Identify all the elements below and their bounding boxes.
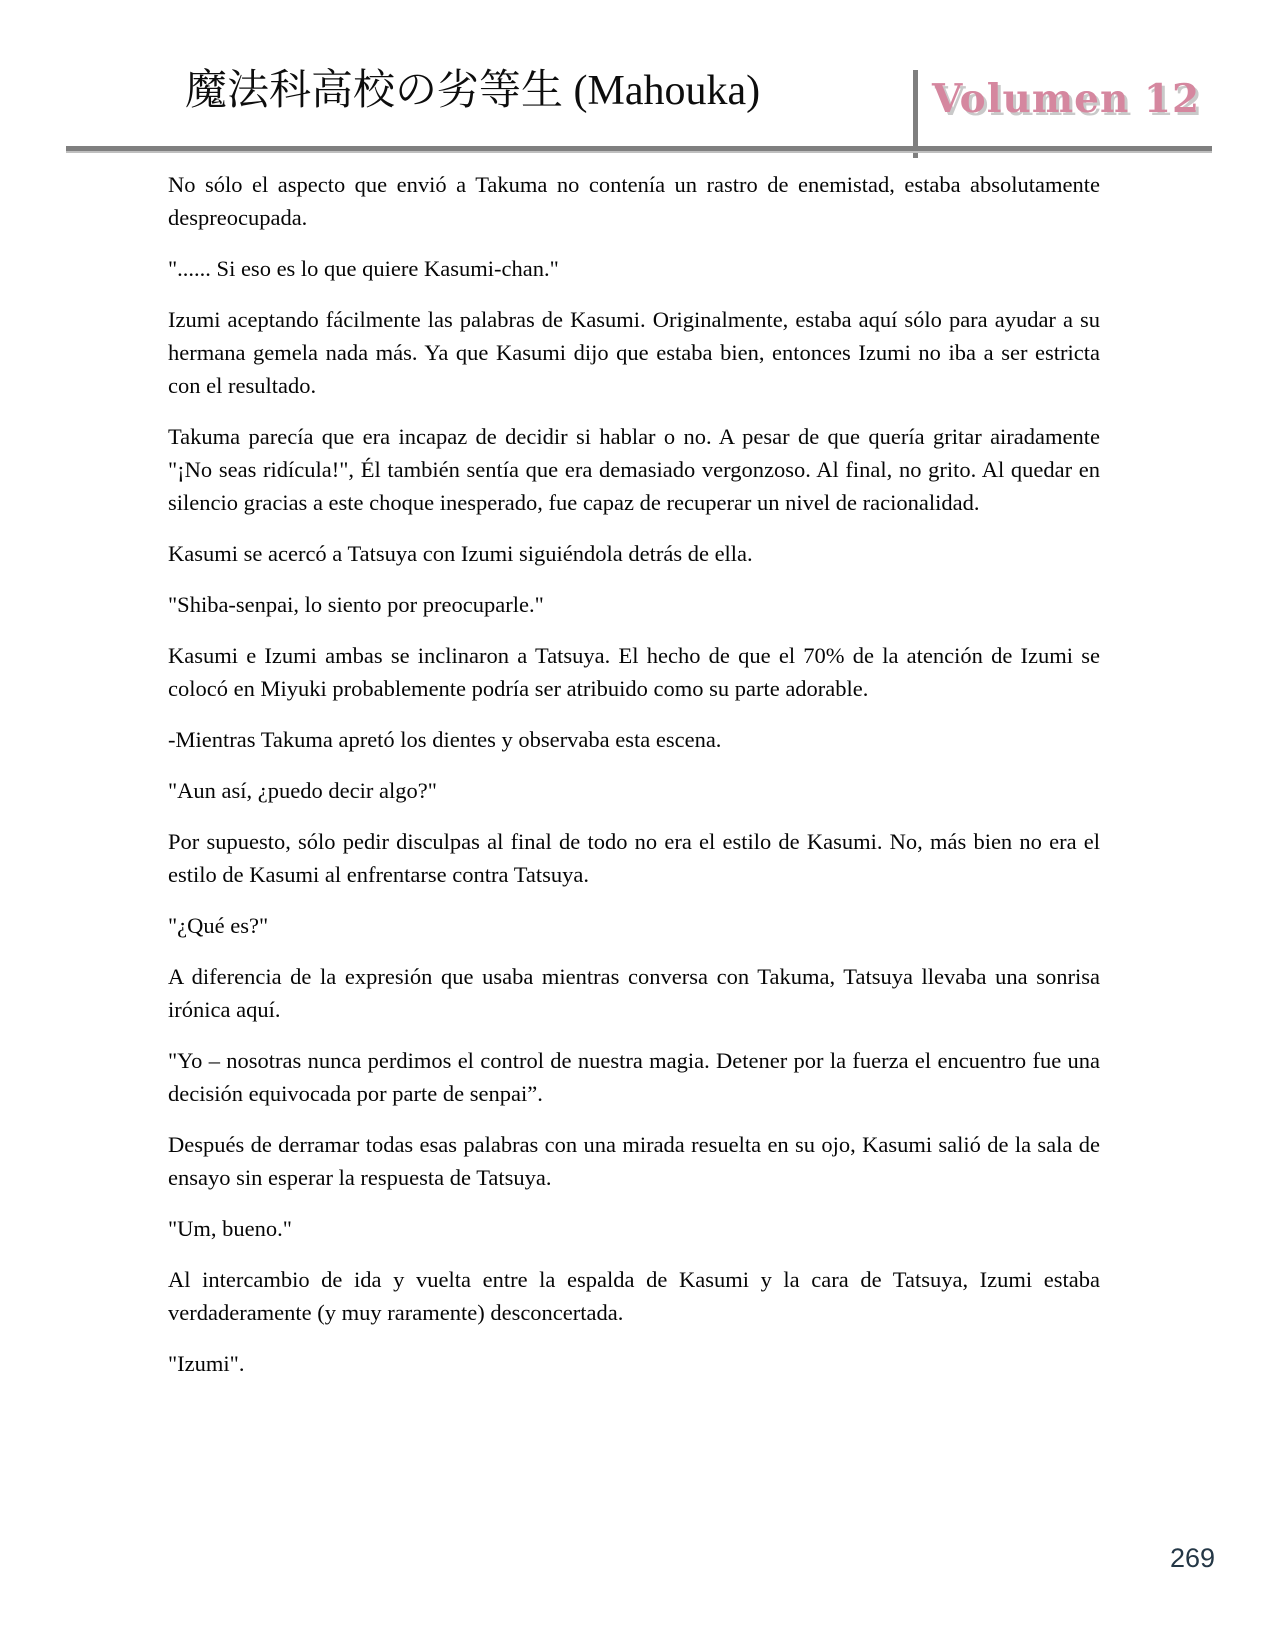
paragraph: "Um, bueno." (168, 1216, 292, 1241)
document-title: 魔法科高校の劣等生 (Mahouka) (185, 68, 761, 114)
header-horizontal-rule (66, 146, 1212, 153)
paragraph: A diferencia de la expresión que usaba mientras conversa con Takuma, Tatsuya llevaba una sonrisa irónica aquí. (168, 964, 1100, 1022)
paragraph: -Mientras Takuma apretó los dientes y observaba esta escena. (168, 727, 722, 752)
paragraph: Por supuesto, sólo pedir disculpas al final de todo no era el estilo de Kasumi. No, más bien no era el estilo de Kasumi al enfrentarse contra Tatsuya. (168, 829, 1100, 887)
paragraph: "Izumi". (168, 1351, 245, 1376)
paragraph: Izumi aceptando fácilmente las palabras de Kasumi. Originalmente, estaba aquí sólo para ayudar a su hermana gemela nada más. Ya que Kasumi dijo que estaba bien, entonces Izumi no iba a ser estricta con el resultado. (168, 307, 1100, 398)
paragraph: Kasumi se acercó a Tatsuya con Izumi siguiéndola detrás de ella. (168, 541, 753, 566)
paragraph: "Yo – nosotras nunca perdimos el control de nuestra magia. Detener por la fuerza el encuentro fue una decisión equivocada por parte de senpai”. (168, 1048, 1100, 1106)
volume-label: Volumen 12 (932, 76, 1201, 122)
paragraph: Kasumi e Izumi ambas se inclinaron a Tatsuya. El hecho de que el 70% de la atención de Izumi se colocó en Miyuki probablemente podría ser atribuido como su parte adorable. (168, 643, 1100, 701)
header-vertical-divider (913, 70, 918, 158)
paragraph: "...... Si eso es lo que quiere Kasumi-chan." (168, 256, 559, 281)
paragraph: "¿Qué es?" (168, 913, 269, 938)
paragraph: No sólo el aspecto que envió a Takuma no contenía un rastro de enemistad, estaba absolutamente despreocupada. (168, 172, 1100, 230)
paragraph: "Shiba-senpai, lo siento por preocuparle." (168, 592, 544, 617)
page-header (0, 0, 1275, 158)
paragraph: Después de derramar todas esas palabras con una mirada resuelta en su ojo, Kasumi salió de la sala de ensayo sin esperar la respuesta de Tatsuya. (168, 1132, 1100, 1190)
body-text (168, 168, 1100, 1398)
paragraph: "Aun así, ¿puedo decir algo?" (168, 778, 437, 803)
paragraph: Al intercambio de ida y vuelta entre la espalda de Kasumi y la cara de Tatsuya, Izumi estaba verdaderamente (y muy raramente) desconcertada. (168, 1267, 1100, 1325)
paragraph: Takuma parecía que era incapaz de decidir si hablar o no. A pesar de que quería gritar airadamente "¡No seas ridícula!", Él también sentía que era demasiado vergonzoso. Al final, no grito. Al quedar en silencio gracias a este choque inesperado, fue capaz de recuperar un nivel de racionalidad. (168, 424, 1100, 515)
page-number: 269 (1169, 1543, 1215, 1573)
